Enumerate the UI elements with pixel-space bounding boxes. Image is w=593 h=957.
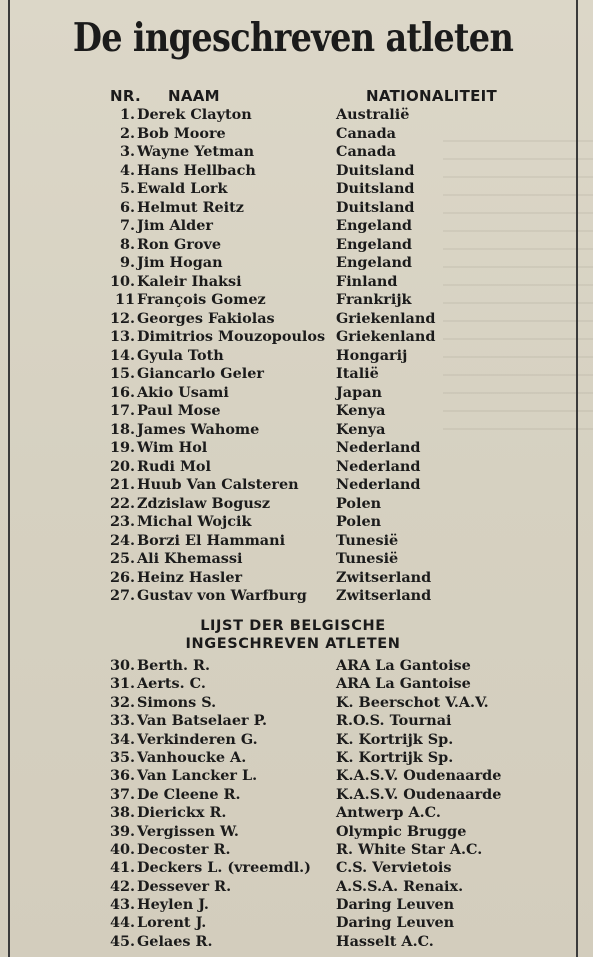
list-item (10, 712, 580, 730)
athlete-name: Akio Usami (137, 383, 229, 401)
list-item (10, 767, 580, 785)
athlete-nationality: Engeland (336, 254, 412, 271)
list-item (10, 823, 580, 841)
athlete-nationality: Zwitserland (336, 587, 432, 604)
athlete-name: Helmut Reitz (137, 198, 244, 216)
athlete-number: 1. (119, 106, 135, 123)
athlete-number: 31. (109, 675, 135, 693)
athlete-nationality: Nederland (336, 476, 421, 493)
athlete-club: R. White Star A.C. (336, 840, 483, 858)
list-item (10, 106, 580, 125)
athlete-number: 11 (114, 291, 135, 308)
athlete-nationality: Tunesië (336, 550, 399, 567)
athlete-club: C.S. Vervietois (336, 859, 452, 877)
athlete-number: 5. (119, 180, 135, 197)
list-item (10, 675, 580, 693)
athlete-name: Vergissen W. (137, 822, 239, 840)
list-item (10, 495, 580, 514)
list-item (10, 365, 580, 384)
athlete-name: Zdzislaw Bogusz (137, 494, 271, 512)
athlete-nationality: Japan (336, 383, 382, 401)
list-item (10, 804, 580, 822)
athlete-list (10, 106, 580, 606)
athlete-number: 43. (109, 896, 135, 914)
athlete-nationality: Polen (336, 513, 382, 530)
list-item (10, 694, 580, 712)
athlete-name: Jim Alder (137, 217, 213, 234)
athlete-nationality: Duitsland (336, 161, 415, 179)
list-item (10, 786, 580, 804)
athlete-name: Deckers L. (vreemdl.) (137, 859, 311, 877)
athlete-number: 35. (109, 748, 135, 766)
list-item (10, 933, 580, 951)
athlete-number: 14. (109, 346, 135, 364)
athlete-number: 40. (109, 840, 135, 858)
athlete-number: 33. (109, 712, 135, 730)
athlete-number: 21. (109, 476, 135, 493)
list-item (10, 402, 580, 421)
list-item (10, 550, 580, 569)
athlete-name: Rudi Mol (137, 457, 211, 475)
list-item (10, 657, 580, 675)
athlete-name: Georges Fakiolas (137, 309, 275, 327)
athlete-number: 41. (109, 859, 135, 877)
athlete-name: Kaleir Ihaksi (137, 272, 242, 290)
page-title: De ingeschreven atleten (72, 15, 514, 61)
athlete-number: 20. (109, 457, 135, 475)
athlete-name: Heinz Hasler (137, 568, 243, 586)
athlete-nationality: Polen (336, 494, 382, 512)
list-item (10, 878, 580, 896)
athlete-number: 24. (109, 531, 135, 549)
athlete-nationality: Engeland (336, 217, 412, 234)
athlete-name: Ewald Lork (137, 180, 228, 197)
header-nationaliteit: NATIONALITEIT (366, 87, 498, 105)
athlete-name: Simons S. (137, 693, 217, 711)
athlete-name: Gyula Toth (137, 346, 224, 364)
athlete-nationality: Kenya (336, 402, 386, 419)
athlete-number: 32. (109, 693, 135, 711)
athlete-name: Derek Clayton (137, 106, 252, 123)
athlete-club: Daring Leuven (336, 914, 455, 932)
athlete-number: 19. (109, 439, 135, 456)
athlete-number: 38. (109, 804, 135, 822)
athlete-number: 3. (119, 143, 135, 160)
article-column (8, 0, 578, 957)
athlete-number: 12. (109, 309, 135, 327)
athlete-number: 22. (109, 494, 135, 512)
list-item (10, 476, 580, 495)
athlete-number: 23. (109, 513, 135, 530)
athlete-name: Wayne Yetman (137, 143, 255, 160)
athlete-club: Daring Leuven (336, 896, 455, 914)
athlete-club: Olympic Brugge (336, 822, 467, 840)
athlete-nationality: Tunesië (336, 531, 399, 549)
list-item (10, 254, 580, 273)
list-item (10, 569, 580, 588)
athlete-number: 8. (119, 235, 135, 253)
athlete-name: Berth. R. (137, 657, 211, 674)
list-item (10, 731, 580, 749)
athlete-number: 16. (109, 383, 135, 401)
athlete-number: 2. (119, 124, 135, 142)
athlete-number: 45. (109, 932, 135, 950)
athlete-name: De Cleene R. (137, 785, 241, 803)
athlete-name: Aerts. C. (137, 675, 206, 693)
athlete-number: 17. (109, 402, 135, 419)
athlete-name: Hans Hellbach (137, 161, 256, 179)
athlete-club: Antwerp A.C. (336, 804, 441, 822)
athlete-club: A.S.S.A. Renaix. (336, 877, 464, 895)
list-item (10, 143, 580, 162)
athlete-nationality: Italië (336, 365, 379, 382)
athlete-name: Giancarlo Geler (137, 365, 264, 382)
list-item (10, 125, 580, 144)
athlete-number: 27. (109, 587, 135, 604)
athlete-nationality: Australië (336, 106, 410, 123)
list-item (10, 347, 580, 366)
athlete-name: James Wahome (137, 420, 260, 438)
athlete-number: 39. (109, 822, 135, 840)
list-item (10, 914, 580, 932)
athlete-name: Van Batselaer P. (137, 712, 268, 730)
athlete-nationality: Nederland (336, 439, 421, 456)
header-naam: NAAM (168, 87, 220, 105)
athlete-name: Dimitrios Mouzopoulos (137, 328, 326, 345)
athlete-name: Ali Khemassi (137, 550, 243, 567)
list-item (10, 439, 580, 458)
list-item (10, 273, 580, 292)
athlete-number: 42. (109, 877, 135, 895)
athlete-number: 13. (109, 328, 135, 345)
athlete-nationality: Hongarij (336, 346, 408, 364)
athlete-name: Van Lancker L. (137, 767, 258, 785)
belgian-list (10, 657, 580, 951)
athlete-club: Hasselt A.C. (336, 932, 434, 950)
list-item (10, 896, 580, 914)
athlete-number: 9. (119, 254, 135, 271)
athlete-number: 4. (119, 161, 135, 179)
athlete-number: 26. (109, 568, 135, 586)
athlete-name: Michal Wojcik (137, 513, 252, 530)
list-item (10, 384, 580, 403)
header-nr: NR. (110, 87, 141, 105)
athlete-name: Ron Grove (137, 235, 222, 253)
athlete-name: Huub Van Calsteren (137, 476, 299, 493)
list-item (10, 328, 580, 347)
athlete-name: Wim Hol (137, 439, 208, 456)
athlete-name: Gelaes R. (137, 932, 213, 950)
list-item (10, 236, 580, 255)
athlete-number: 37. (109, 785, 135, 803)
athlete-name: Vanhoucke A. (137, 748, 247, 766)
list-item (10, 180, 580, 199)
list-item (10, 513, 580, 532)
athlete-number: 18. (109, 420, 135, 438)
athlete-nationality: Frankrijk (336, 291, 412, 308)
list-item (10, 291, 580, 310)
athlete-name: Lorent J. (137, 914, 207, 932)
athlete-club: ARA La Gantoise (336, 657, 471, 674)
athlete-name: Paul Mose (137, 402, 221, 419)
athlete-number: 44. (109, 914, 135, 932)
athlete-club: K. Kortrijk Sp. (336, 748, 454, 766)
athlete-nationality: Duitsland (336, 198, 415, 216)
athlete-nationality: Finland (336, 272, 398, 290)
athlete-club: R.O.S. Tournai (336, 712, 452, 730)
athlete-nationality: Kenya (336, 420, 386, 438)
athlete-name: Decoster R. (137, 840, 231, 858)
athlete-name: Borzi El Hammani (137, 531, 286, 549)
athlete-number: 34. (109, 730, 135, 748)
athlete-nationality: Zwitserland (336, 568, 432, 586)
athlete-number: 36. (109, 767, 135, 785)
belgian-heading-line1: LIJST DER BELGISCHE (200, 618, 386, 634)
list-item (10, 458, 580, 477)
athlete-nationality: Canada (336, 143, 396, 160)
list-item (10, 310, 580, 329)
athlete-nationality: Canada (336, 124, 396, 142)
athlete-number: 25. (109, 550, 135, 567)
belgian-heading-line2: INGESCHREVEN ATLETEN (185, 636, 401, 652)
athlete-name: Jim Hogan (137, 254, 223, 271)
athlete-club: K.A.S.V. Oudenaarde (336, 785, 502, 803)
list-item (10, 421, 580, 440)
athlete-nationality: Griekenland (336, 309, 436, 327)
athlete-name: Dierickx R. (137, 804, 227, 822)
athlete-club: K. Beerschot V.A.V. (336, 693, 489, 711)
athlete-nationality: Griekenland (336, 328, 436, 345)
athlete-name: Gustav von Warfburg (137, 587, 307, 604)
list-item (10, 217, 580, 236)
athlete-nationality: Duitsland (336, 180, 415, 197)
athlete-number: 7. (119, 217, 135, 234)
athlete-name: Dessever R. (137, 877, 232, 895)
athlete-name: Bob Moore (137, 124, 226, 142)
list-item (10, 532, 580, 551)
list-item (10, 587, 580, 606)
list-item (10, 162, 580, 181)
athlete-nationality: Nederland (336, 457, 421, 475)
athlete-club: ARA La Gantoise (336, 675, 471, 693)
list-item (10, 749, 580, 767)
athlete-nationality: Engeland (336, 235, 412, 253)
athlete-name: Heylen J. (137, 896, 209, 914)
athlete-club: K.A.S.V. Oudenaarde (336, 767, 502, 785)
list-item (10, 859, 580, 877)
athlete-number: 6. (119, 198, 135, 216)
athlete-name: François Gomez (137, 291, 266, 308)
athlete-number: 10. (109, 272, 135, 290)
list-item (10, 199, 580, 218)
athlete-number: 15. (109, 365, 135, 382)
athlete-number: 30. (109, 657, 135, 674)
athlete-name: Verkinderen G. (137, 730, 258, 748)
list-item (10, 841, 580, 859)
athlete-club: K. Kortrijk Sp. (336, 730, 454, 748)
